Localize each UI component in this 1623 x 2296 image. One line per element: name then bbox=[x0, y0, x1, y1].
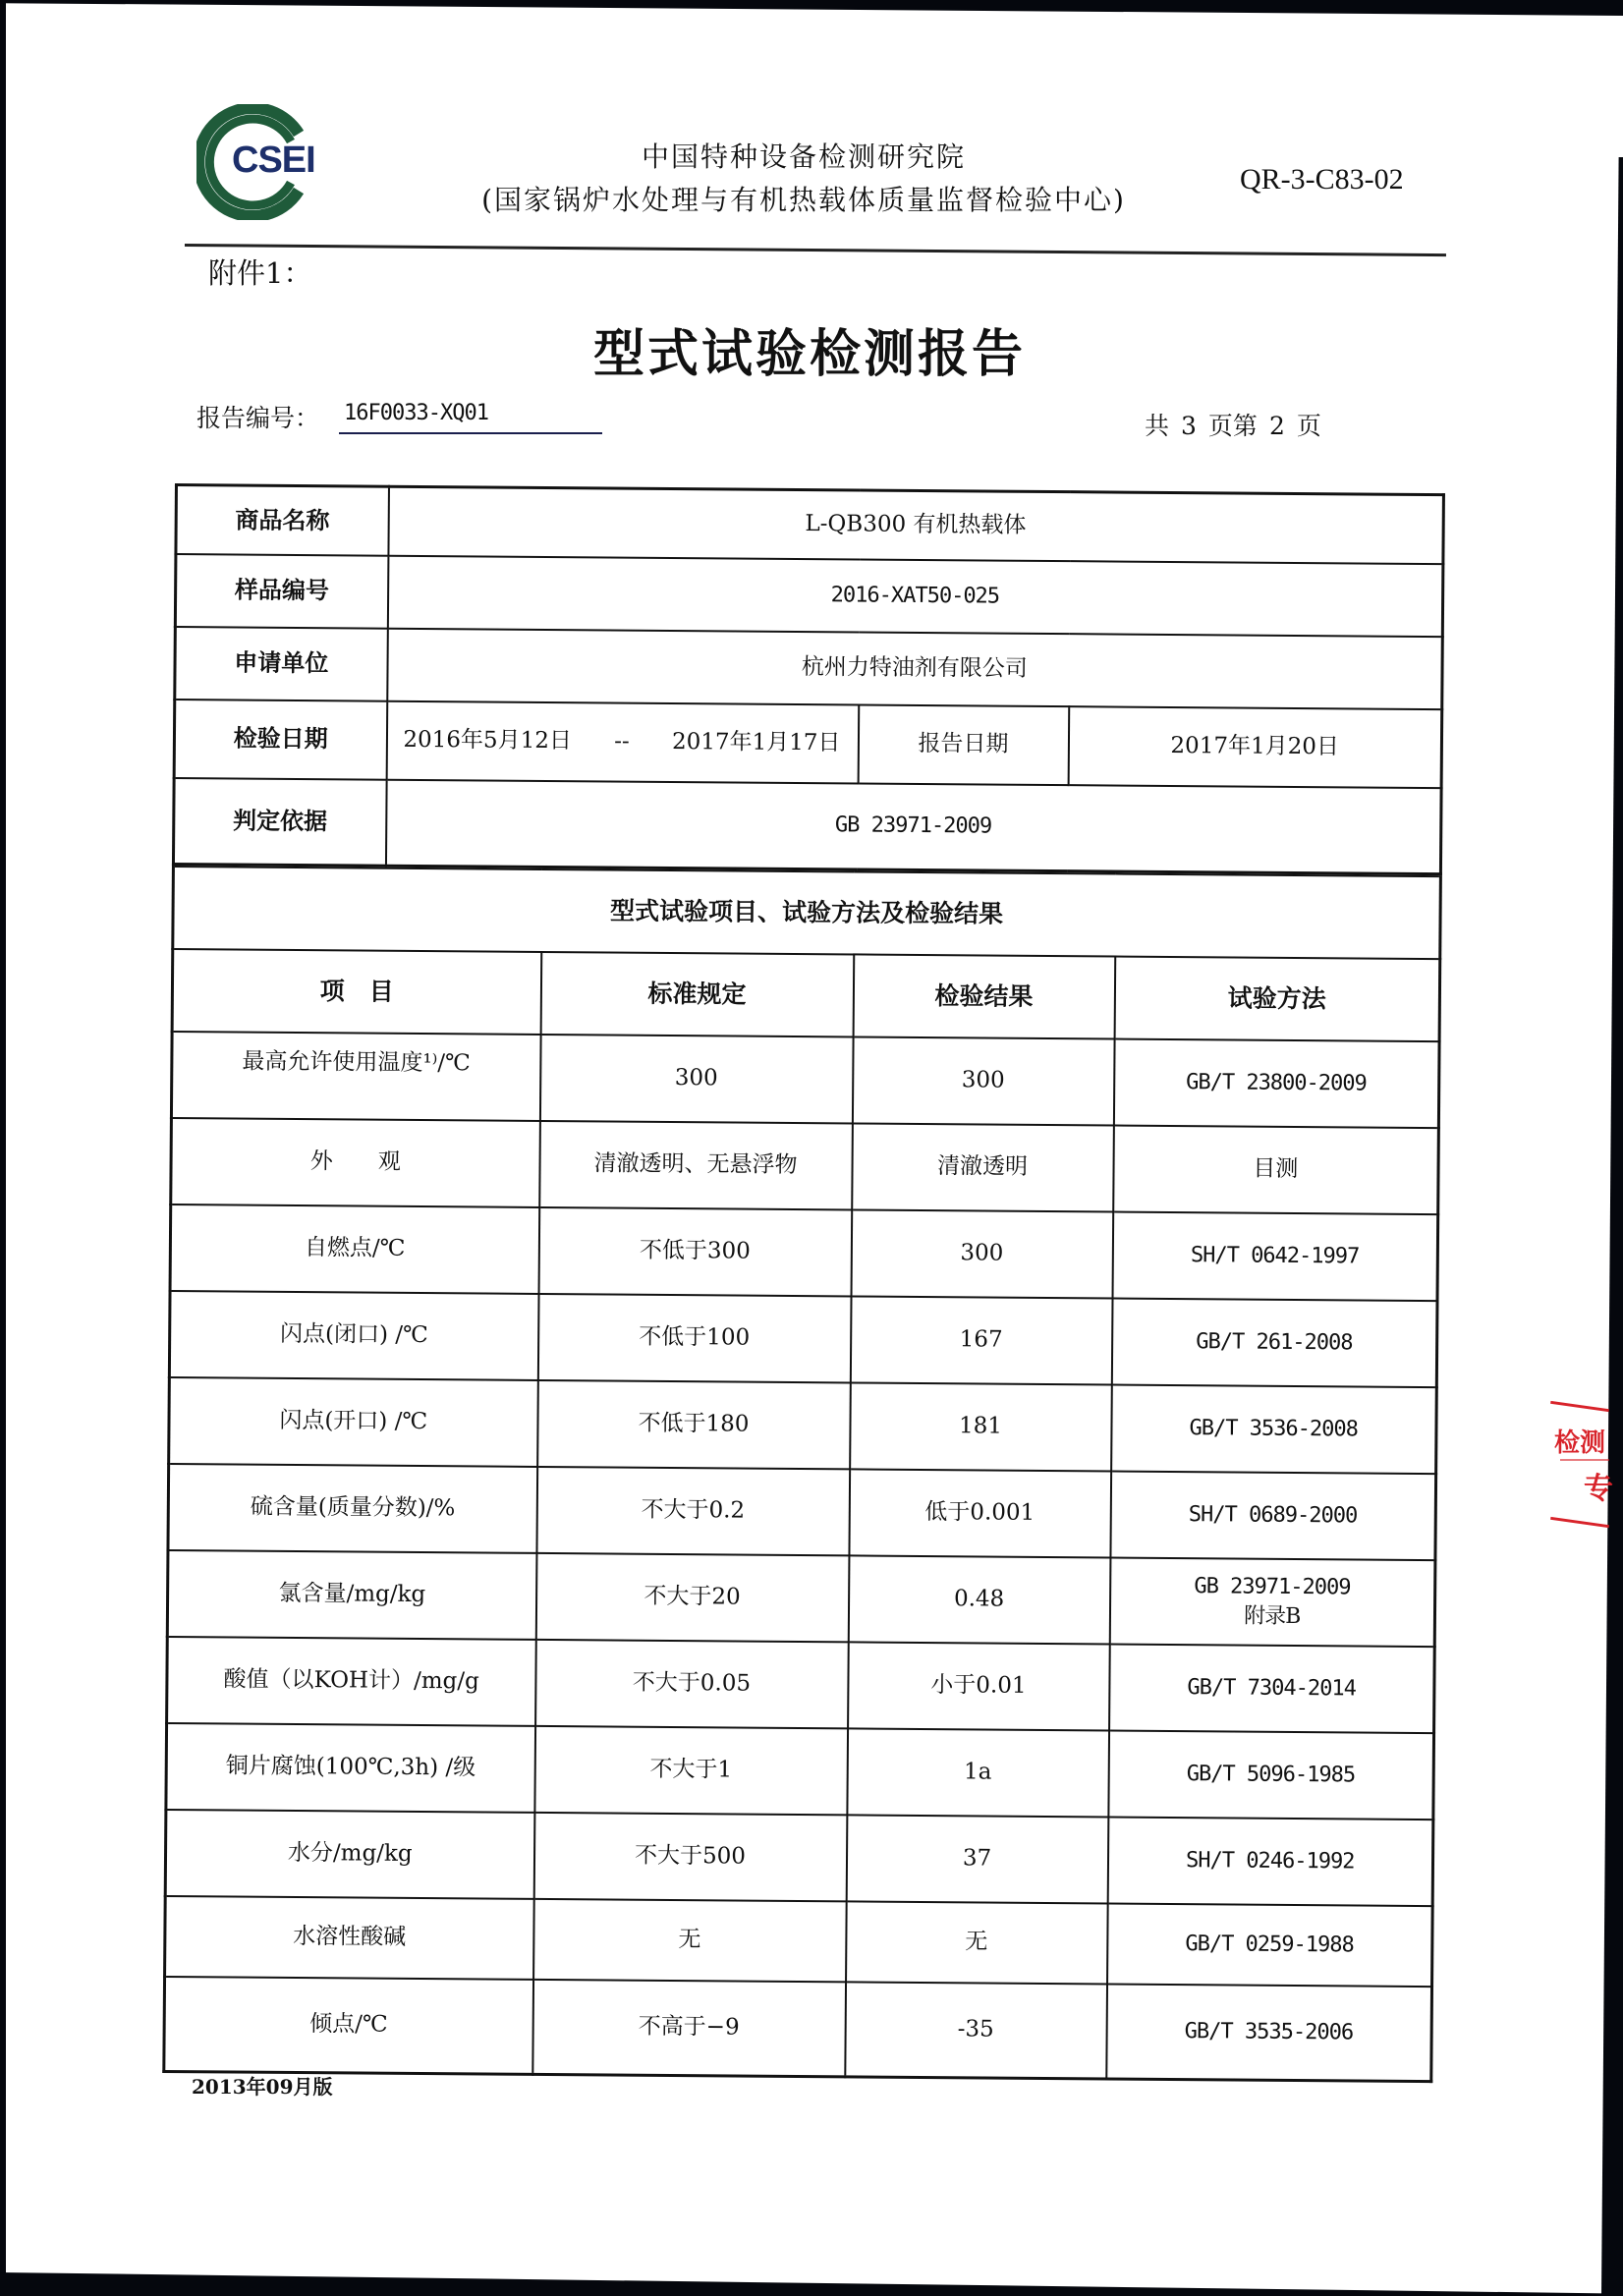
row-standard: 不大于20 bbox=[535, 1553, 849, 1642]
product-name-value: L-QB300 有机热载体 bbox=[388, 486, 1444, 563]
form-code: QR-3-C83-02 bbox=[1240, 163, 1404, 196]
inspection-date-range bbox=[386, 700, 859, 783]
row-standard: 不高于−9 bbox=[532, 1980, 846, 2076]
document-title bbox=[0, 312, 1623, 386]
inspection-date-label: 检验日期 bbox=[174, 700, 387, 780]
col-header-standard: 标准规定 bbox=[540, 952, 854, 1036]
row-result: 1a bbox=[847, 1728, 1109, 1817]
logo-text: CSEI bbox=[232, 140, 315, 181]
row-item: 外 观 bbox=[171, 1118, 540, 1207]
table-row bbox=[168, 1464, 1436, 1560]
row-method: GB/T 0259-1988 bbox=[1107, 1903, 1433, 1987]
row-item: 倾点/℃ bbox=[164, 1977, 533, 2074]
row-standard: 无 bbox=[533, 1899, 847, 1982]
report-number-label: 报告编号： bbox=[196, 404, 320, 432]
row-method: SH/T 0642-1997 bbox=[1112, 1212, 1438, 1302]
row-item: 水分/mg/kg bbox=[165, 1810, 534, 1899]
row-result: 37 bbox=[846, 1815, 1108, 1903]
table-row bbox=[165, 1810, 1433, 1906]
row-standard: 300 bbox=[539, 1035, 853, 1123]
inspection-date-end: 2017年1月17日 bbox=[671, 728, 841, 756]
row-result: 小于0.01 bbox=[848, 1642, 1110, 1730]
row-result: 300 bbox=[852, 1036, 1114, 1125]
row-standard: 不低于180 bbox=[537, 1380, 851, 1469]
row-method: SH/T 0689-2000 bbox=[1110, 1472, 1436, 1561]
row-standard: 不低于300 bbox=[538, 1207, 852, 1296]
row-result: 0.48 bbox=[848, 1555, 1110, 1644]
row-method: GB/T 261-2008 bbox=[1111, 1299, 1437, 1388]
row-item: 硫含量(质量分数)/% bbox=[168, 1464, 537, 1553]
row-standard: 不大于0.2 bbox=[536, 1467, 850, 1555]
row-result: 清澈透明 bbox=[852, 1123, 1114, 1211]
sample-no-label: 样品编号 bbox=[175, 554, 388, 629]
table-row bbox=[167, 1550, 1435, 1647]
results-section-header bbox=[173, 867, 1441, 959]
sample-no-value: 2016-XAT50-025 bbox=[387, 555, 1443, 636]
row-result: 无 bbox=[846, 1901, 1108, 1984]
info-row-applicant bbox=[175, 627, 1443, 709]
scan-edge-bottom bbox=[0, 2272, 1623, 2296]
row-item: 水溶性酸碱 bbox=[165, 1896, 534, 1980]
table-row bbox=[169, 1377, 1437, 1474]
row-result: -35 bbox=[845, 1982, 1107, 2078]
row-method-main: GB 23971-2009 bbox=[1194, 1574, 1351, 1600]
row-standard: 不低于100 bbox=[537, 1294, 851, 1382]
report-date-value: 2017年1月20日 bbox=[1068, 706, 1442, 788]
product-name-label: 商品名称 bbox=[176, 485, 389, 556]
row-method: GB/T 5096-1985 bbox=[1108, 1731, 1434, 1820]
table-row bbox=[165, 1896, 1433, 1987]
stamp-text-line2: 专 bbox=[1584, 1472, 1613, 1506]
annex-label: 附件1： bbox=[208, 256, 312, 290]
info-row-basis bbox=[173, 778, 1441, 874]
inspection-stamp bbox=[1550, 1405, 1613, 1531]
applicant-value: 杭州力特油剂有限公司 bbox=[387, 628, 1443, 708]
col-header-method: 试验方法 bbox=[1114, 957, 1440, 1042]
edition-note: 2013年09月版 bbox=[192, 2075, 333, 2099]
row-standard: 不大于1 bbox=[534, 1726, 848, 1815]
page-info bbox=[1145, 407, 1321, 442]
page-current: 2 bbox=[1268, 412, 1285, 440]
inspection-date-separator: -- bbox=[614, 728, 630, 755]
row-method-note: 附录B bbox=[1244, 1603, 1301, 1630]
row-method: GB/T 3536-2008 bbox=[1111, 1385, 1437, 1475]
table-row bbox=[171, 1118, 1439, 1214]
row-item: 闪点(开口) /℃ bbox=[169, 1377, 538, 1467]
stamp-divider bbox=[1560, 1459, 1609, 1461]
page-total: 3 bbox=[1181, 412, 1197, 440]
inspection-date-start: 2016年5月12日 bbox=[403, 726, 572, 755]
info-row-sample bbox=[175, 554, 1443, 637]
institute-name-text: 中国特种设备检测研究院 bbox=[641, 140, 966, 173]
info-row-product bbox=[176, 485, 1444, 564]
table-row bbox=[171, 1032, 1439, 1128]
table-row bbox=[166, 1723, 1434, 1820]
stamp-line-top bbox=[1550, 1401, 1609, 1412]
row-item: 铜片腐蚀(100℃,3h) /级 bbox=[166, 1723, 535, 1813]
scan-edge-top bbox=[0, 0, 1623, 16]
info-table bbox=[172, 483, 1445, 875]
page-current-suffix: 页 bbox=[1296, 412, 1321, 440]
row-standard: 不大于0.05 bbox=[535, 1640, 849, 1728]
row-method bbox=[1109, 1558, 1435, 1648]
basis-value: GB 23971-2009 bbox=[385, 779, 1441, 873]
table-row bbox=[164, 1977, 1432, 2081]
basis-label: 判定依据 bbox=[173, 778, 386, 867]
institute-subtitle-text: (国家锅炉水处理与有机热载体质量监督检验中心) bbox=[481, 184, 1126, 216]
row-method: GB/T 3535-2006 bbox=[1106, 1984, 1432, 2081]
scan-edge-right bbox=[1601, 157, 1623, 2296]
report-number-underline bbox=[339, 432, 602, 434]
row-standard: 清澈透明、无悬浮物 bbox=[539, 1121, 853, 1209]
row-result: 300 bbox=[851, 1209, 1113, 1298]
row-method: SH/T 0246-1992 bbox=[1107, 1818, 1433, 1907]
results-column-header bbox=[172, 949, 1440, 1041]
stamp-text-line1: 检测 bbox=[1554, 1428, 1606, 1458]
page-total-suffix: 页第 bbox=[1207, 412, 1258, 440]
row-method: 目测 bbox=[1113, 1126, 1439, 1215]
results-section-title: 型式试验项目、试验方法及检验结果 bbox=[173, 867, 1441, 959]
report-number-value: 16F0033-XQ01 bbox=[344, 401, 488, 425]
document-title-text: 型式试验检测报告 bbox=[592, 325, 1026, 384]
report-date-label: 报告日期 bbox=[858, 704, 1069, 785]
row-method: GB/T 23800-2009 bbox=[1113, 1039, 1439, 1129]
results-table bbox=[162, 866, 1442, 2083]
report-table bbox=[162, 483, 1442, 2083]
row-method: GB/T 7304-2014 bbox=[1109, 1645, 1435, 1734]
page-total-prefix: 共 bbox=[1145, 412, 1170, 440]
row-result: 181 bbox=[850, 1382, 1112, 1471]
header-divider bbox=[185, 244, 1446, 256]
row-item: 闪点(闭口) /℃ bbox=[169, 1291, 538, 1380]
row-standard: 不大于500 bbox=[533, 1813, 847, 1901]
row-item: 氯含量/mg/kg bbox=[167, 1550, 536, 1640]
applicant-label: 申请单位 bbox=[175, 627, 388, 701]
stamp-line-bottom bbox=[1550, 1517, 1609, 1528]
row-item: 自燃点/℃ bbox=[170, 1204, 539, 1294]
table-row bbox=[170, 1204, 1438, 1301]
info-row-dates bbox=[174, 700, 1442, 788]
table-row bbox=[169, 1291, 1437, 1387]
row-item: 最高允许使用温度¹⁾/℃ bbox=[171, 1032, 540, 1121]
row-result: 低于0.001 bbox=[849, 1469, 1111, 1557]
row-result: 167 bbox=[850, 1296, 1112, 1384]
table-row bbox=[167, 1637, 1435, 1733]
col-header-result: 检验结果 bbox=[853, 954, 1115, 1038]
row-item: 酸值（以KOH计）/mg/g bbox=[167, 1637, 536, 1726]
col-header-item: 项 目 bbox=[172, 949, 541, 1035]
